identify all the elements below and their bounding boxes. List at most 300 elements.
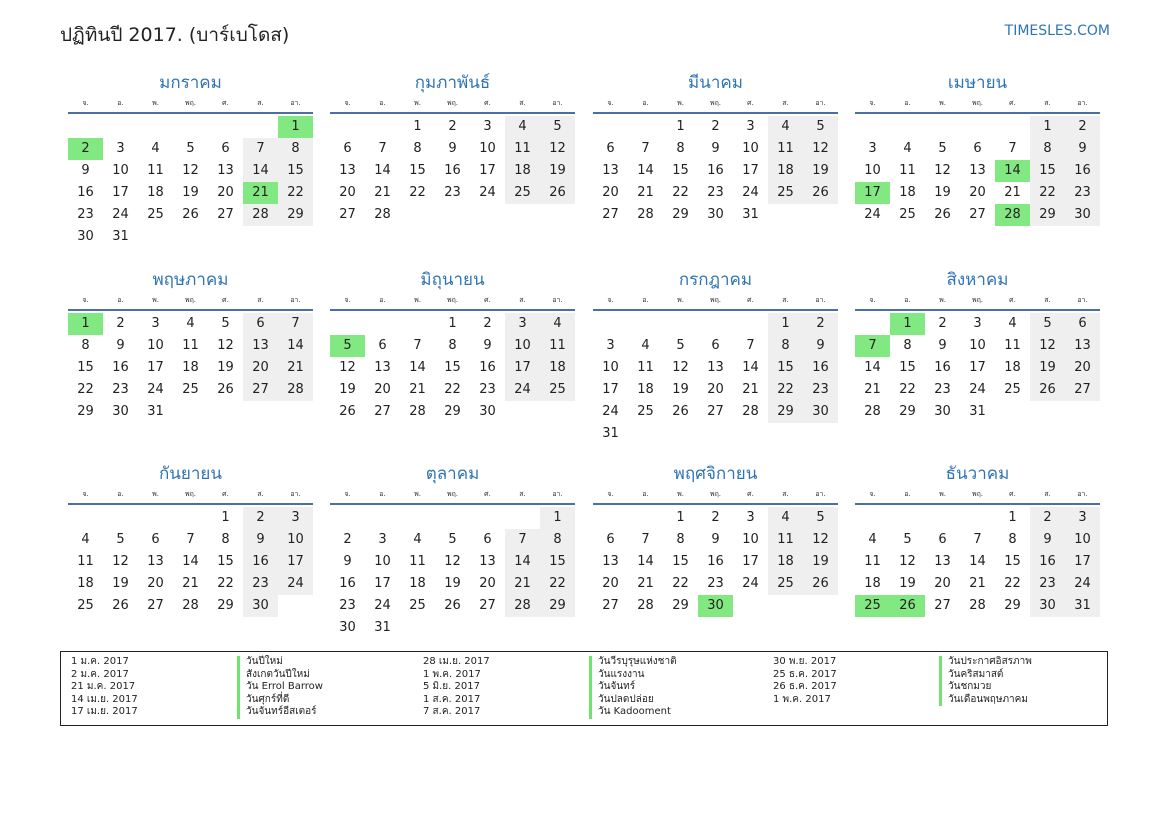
empty-day-cell [628,116,663,138]
day-cell: 4 [641,338,650,353]
empty-day-cell [995,116,1030,138]
month-calendar [330,70,575,226]
day-cell: 11 [505,138,540,160]
day-cell: 22 [77,382,94,397]
day-cell: 14 [637,554,654,569]
empty-day-cell [698,313,733,335]
weekday-label: อ. [904,296,911,304]
day-cell: 29 [77,404,94,419]
day-cell: 5 [1030,313,1065,335]
weekday-label: พฤ. [446,99,459,107]
day-cell: 29 [444,404,461,419]
holiday-row [71,681,323,694]
day-cell: 19 [803,551,838,573]
empty-day-cell [733,313,768,335]
day-cell: 4 [505,116,540,138]
day-cell: 9 [81,163,90,178]
month-name: มีนาคม [688,73,743,93]
day-cell: 8 [903,338,912,353]
day-cell: 25 [637,404,654,419]
holiday-row [773,694,1032,707]
day-cell: 17 [742,554,759,569]
weekday-header [593,293,838,311]
weekday-label: ส. [782,99,789,107]
day-cell: 17 [1065,551,1100,573]
weekday-label: พ. [414,296,421,304]
empty-day-cell [243,116,278,138]
day-cell: 9 [711,141,720,156]
month-calendar [855,70,1100,226]
day-cell: 12 [444,554,461,569]
day-cell: 24 [602,404,619,419]
day-cell: 10 [602,360,619,375]
holiday-day-cell: 17 [855,182,890,204]
empty-day-cell [138,507,173,529]
day-cell: 8 [1008,532,1017,547]
month-name: ตุลาคม [425,464,480,484]
day-cell: 9 [243,529,278,551]
day-cell: 5 [938,141,947,156]
weekday-label: อ. [379,99,386,107]
weekday-label: ส. [257,490,264,498]
weekday-label: พฤ. [184,296,197,304]
empty-day-cell [173,116,208,138]
day-cell: 4 [768,507,803,529]
day-cell: 4 [413,532,422,547]
weekday-label: ส. [782,490,789,498]
weekday-header [68,293,313,311]
empty-day-cell [68,116,103,138]
day-cell: 26 [1030,379,1065,401]
day-cell: 18 [768,551,803,573]
holiday-legend [60,651,1108,726]
day-cell: 23 [1065,182,1100,204]
weekday-label: พฤ. [971,296,984,304]
day-cell: 18 [147,185,164,200]
day-cell: 7 [413,338,422,353]
empty-day-cell [593,116,628,138]
weekday-header [68,96,313,114]
day-cell: 12 [1030,335,1065,357]
weekday-label: ส. [519,296,526,304]
day-cell: 7 [1008,141,1017,156]
month-calendar [330,461,575,639]
day-cell: 30 [479,404,496,419]
weekday-label: อา. [815,490,826,498]
day-cell: 17 [505,357,540,379]
empty-day-cell [365,313,400,335]
day-cell: 6 [221,141,230,156]
day-cell: 1 [540,507,575,529]
day-cell: 21 [637,185,654,200]
weekday-label: อา. [290,99,301,107]
day-cell: 10 [479,141,496,156]
day-cell: 31 [112,229,129,244]
holiday-row [423,706,677,719]
day-cell: 27 [1065,379,1100,401]
day-cell: 9 [803,335,838,357]
day-cell: 3 [606,338,615,353]
day-cell: 26 [217,382,234,397]
holiday-name: วัน Errol Barrow [237,681,323,694]
day-cell: 10 [505,335,540,357]
holiday-row [773,669,1032,682]
month-calendar [593,70,838,226]
day-cell: 4 [903,141,912,156]
day-cell: 22 [899,382,916,397]
empty-day-cell [208,116,243,138]
weekday-label: อ. [642,99,649,107]
weekday-label: พฤ. [971,99,984,107]
weekday-label: พฤ. [184,490,197,498]
weekday-label: จ. [344,296,351,304]
empty-day-cell [925,116,960,138]
weekday-label: ศ. [747,490,754,498]
day-cell: 11 [540,335,575,357]
day-cell: 30 [339,620,356,635]
day-cell: 1 [1008,510,1017,525]
day-grid [68,311,313,423]
day-cell: 20 [243,357,278,379]
day-cell: 2 [1065,116,1100,138]
day-cell: 13 [339,163,356,178]
weekday-label: พ. [152,296,159,304]
weekday-label: พฤ. [709,296,722,304]
month-calendar [855,267,1100,423]
holiday-name: วันชกมวย [939,681,991,694]
day-cell: 26 [803,182,838,204]
day-cell: 23 [1030,573,1065,595]
day-cell: 3 [378,532,387,547]
day-cell: 20 [707,382,724,397]
day-cell: 20 [217,185,234,200]
holiday-name: วันจันทร์ [589,681,635,694]
holiday-row [423,681,677,694]
day-cell: 21 [742,382,759,397]
month-name: มกราคม [159,73,222,93]
day-cell: 31 [969,404,986,419]
day-cell: 23 [444,185,461,200]
day-cell: 4 [768,116,803,138]
day-cell: 26 [112,598,129,613]
day-cell: 28 [505,595,540,617]
month-name: เมษายน [947,73,1008,93]
day-cell: 18 [637,382,654,397]
day-cell: 29 [768,401,803,423]
day-cell: 16 [112,360,129,375]
weekday-header [330,96,575,114]
weekday-label: ส. [1044,296,1051,304]
day-cell: 25 [409,598,426,613]
day-cell: 7 [243,138,278,160]
day-cell: 4 [186,316,195,331]
day-cell: 13 [374,360,391,375]
day-cell: 5 [676,338,685,353]
day-grid [330,311,575,423]
day-cell: 21 [182,576,199,591]
day-cell: 20 [934,576,951,591]
day-cell: 17 [742,163,759,178]
holiday-date: 1 ม.ค. 2017 [71,656,129,667]
day-cell: 30 [77,229,94,244]
day-cell: 2 [1030,507,1065,529]
month-calendar [593,461,838,617]
day-cell: 6 [243,313,278,335]
day-cell: 16 [707,163,724,178]
empty-day-cell [330,313,365,335]
day-cell: 19 [182,185,199,200]
day-cell: 26 [182,207,199,222]
day-cell: 22 [278,182,313,204]
brand-link[interactable]: TIMESLES.COM [1004,23,1110,39]
day-cell: 13 [479,554,496,569]
weekday-header [593,96,838,114]
day-cell: 21 [505,573,540,595]
holiday-row [71,656,323,669]
day-cell: 13 [217,163,234,178]
day-cell: 19 [540,160,575,182]
empty-day-cell [138,116,173,138]
day-cell: 7 [641,141,650,156]
day-cell: 15 [899,360,916,375]
empty-day-cell [68,507,103,529]
day-cell: 23 [479,382,496,397]
day-cell: 10 [969,338,986,353]
day-cell: 18 [182,360,199,375]
month-calendar [593,267,838,445]
day-cell: 27 [339,207,356,222]
month-calendar [330,267,575,423]
day-cell: 9 [343,554,352,569]
holiday-row [423,694,677,707]
day-cell: 19 [112,576,129,591]
day-cell: 3 [505,313,540,335]
holiday-day-cell: 1 [68,313,103,335]
empty-day-cell [173,507,208,529]
day-cell: 26 [540,182,575,204]
day-cell: 8 [221,532,230,547]
day-cell: 22 [540,573,575,595]
day-cell: 27 [217,207,234,222]
day-cell: 12 [672,360,689,375]
day-cell: 24 [374,598,391,613]
day-cell: 19 [339,382,356,397]
day-cell: 8 [676,141,685,156]
day-cell: 23 [707,576,724,591]
day-cell: 23 [243,573,278,595]
day-cell: 10 [742,532,759,547]
day-cell: 25 [899,207,916,222]
empty-day-cell [628,313,663,335]
day-cell: 30 [1030,595,1065,617]
holiday-name: วันคริสมาสต์ [939,669,1003,682]
day-cell: 18 [768,160,803,182]
day-cell: 19 [803,160,838,182]
weekday-label: พ. [939,99,946,107]
weekday-label: ศ. [747,99,754,107]
weekday-label: พฤ. [709,99,722,107]
day-cell: 24 [969,382,986,397]
day-cell: 5 [803,507,838,529]
day-cell: 27 [934,598,951,613]
day-cell: 15 [672,554,689,569]
weekday-label: อา. [290,490,301,498]
weekday-label: จ. [607,490,614,498]
day-cell: 6 [606,532,615,547]
day-grid [330,505,575,639]
weekday-header [330,487,575,505]
day-cell: 30 [934,404,951,419]
day-cell: 24 [505,379,540,401]
day-cell: 23 [803,379,838,401]
holiday-column [423,656,677,719]
day-cell: 29 [899,404,916,419]
day-cell: 14 [637,163,654,178]
weekday-label: พ. [939,296,946,304]
day-cell: 9 [116,338,125,353]
page-title: ปฏิทินปี 2017. (บาร์เบโดส) [60,24,290,46]
weekday-label: พฤ. [971,490,984,498]
empty-day-cell [400,507,435,529]
holiday-name: วันปีใหม่ [237,656,283,669]
day-cell: 13 [147,554,164,569]
day-cell: 17 [602,382,619,397]
day-cell: 22 [768,379,803,401]
day-cell: 7 [973,532,982,547]
day-cell: 20 [602,185,619,200]
day-cell: 29 [278,204,313,226]
day-cell: 20 [602,576,619,591]
day-cell: 28 [278,379,313,401]
day-cell: 16 [444,163,461,178]
holiday-day-cell: 28 [995,204,1030,226]
holiday-date: 5 มิ.ย. 2017 [423,681,480,692]
day-cell: 12 [899,554,916,569]
day-cell: 3 [278,507,313,529]
day-cell: 1 [413,119,422,134]
weekday-label: อ. [904,99,911,107]
holiday-name: วันประกาศอิสรภาพ [939,656,1032,669]
day-cell: 3 [746,510,755,525]
holiday-date: 2 ม.ค. 2017 [71,668,129,680]
day-cell: 10 [278,529,313,551]
day-cell: 6 [378,338,387,353]
day-cell: 12 [112,554,129,569]
day-cell: 29 [540,595,575,617]
day-cell: 8 [413,141,422,156]
month-name: สิงหาคม [946,270,1009,290]
day-cell: 25 [147,207,164,222]
holiday-day-cell: 7 [855,335,890,357]
day-cell: 14 [864,360,881,375]
day-cell: 9 [938,338,947,353]
day-cell: 7 [746,338,755,353]
weekday-label: อ. [117,99,124,107]
weekday-label: ส. [519,99,526,107]
year-calendar [68,70,1101,650]
day-cell: 7 [378,141,387,156]
day-cell: 26 [934,207,951,222]
weekday-label: จ. [607,99,614,107]
day-cell: 27 [374,404,391,419]
day-cell: 22 [1004,576,1021,591]
day-cell: 18 [864,576,881,591]
day-cell: 12 [934,163,951,178]
day-cell: 11 [864,554,881,569]
day-cell: 1 [448,316,457,331]
day-cell: 6 [606,141,615,156]
day-cell: 16 [77,185,94,200]
day-cell: 15 [1030,160,1065,182]
month-calendar [68,70,313,248]
day-cell: 11 [768,138,803,160]
weekday-label: จ. [82,490,89,498]
weekday-label: จ. [869,296,876,304]
holiday-day-cell: 1 [890,313,925,335]
weekday-label: ศ. [484,296,491,304]
day-cell: 29 [672,598,689,613]
weekday-label: อา. [815,99,826,107]
day-cell: 27 [479,598,496,613]
day-cell: 3 [151,316,160,331]
holiday-date: 1 ส.ค. 2017 [423,693,481,705]
day-cell: 11 [409,554,426,569]
day-cell: 14 [505,551,540,573]
day-cell: 14 [278,335,313,357]
day-cell: 18 [899,185,916,200]
day-cell: 8 [81,338,90,353]
day-cell: 27 [602,207,619,222]
day-cell: 16 [934,360,951,375]
weekday-label: อา. [552,99,563,107]
day-cell: 21 [409,382,426,397]
day-cell: 13 [243,335,278,357]
day-grid [68,505,313,617]
day-cell: 6 [938,532,947,547]
day-cell: 12 [803,529,838,551]
day-cell: 19 [672,382,689,397]
holiday-row [71,706,323,719]
weekday-label: พ. [677,490,684,498]
day-cell: 15 [77,360,94,375]
day-cell: 7 [505,529,540,551]
holiday-day-cell: 25 [855,595,890,617]
holiday-date: 14 เม.ย. 2017 [71,693,138,705]
day-cell: 5 [540,116,575,138]
holiday-name: วันปลดปล่อย [589,694,654,707]
day-cell: 5 [116,532,125,547]
month-name: พฤศจิกายน [673,464,758,484]
weekday-label: อา. [1077,490,1088,498]
empty-day-cell [365,507,400,529]
weekday-label: ส. [782,296,789,304]
day-cell: 9 [483,338,492,353]
day-cell: 16 [803,357,838,379]
month-calendar [855,461,1100,617]
weekday-label: จ. [607,296,614,304]
weekday-label: พฤ. [709,490,722,498]
day-cell: 14 [969,554,986,569]
weekday-label: พ. [152,99,159,107]
day-cell: 9 [448,141,457,156]
day-cell: 5 [903,532,912,547]
day-cell: 14 [742,360,759,375]
day-grid [855,114,1100,226]
weekday-label: พฤ. [446,296,459,304]
holiday-date: 30 พ.ย. 2017 [773,656,837,667]
day-cell: 27 [969,207,986,222]
day-cell: 20 [969,185,986,200]
